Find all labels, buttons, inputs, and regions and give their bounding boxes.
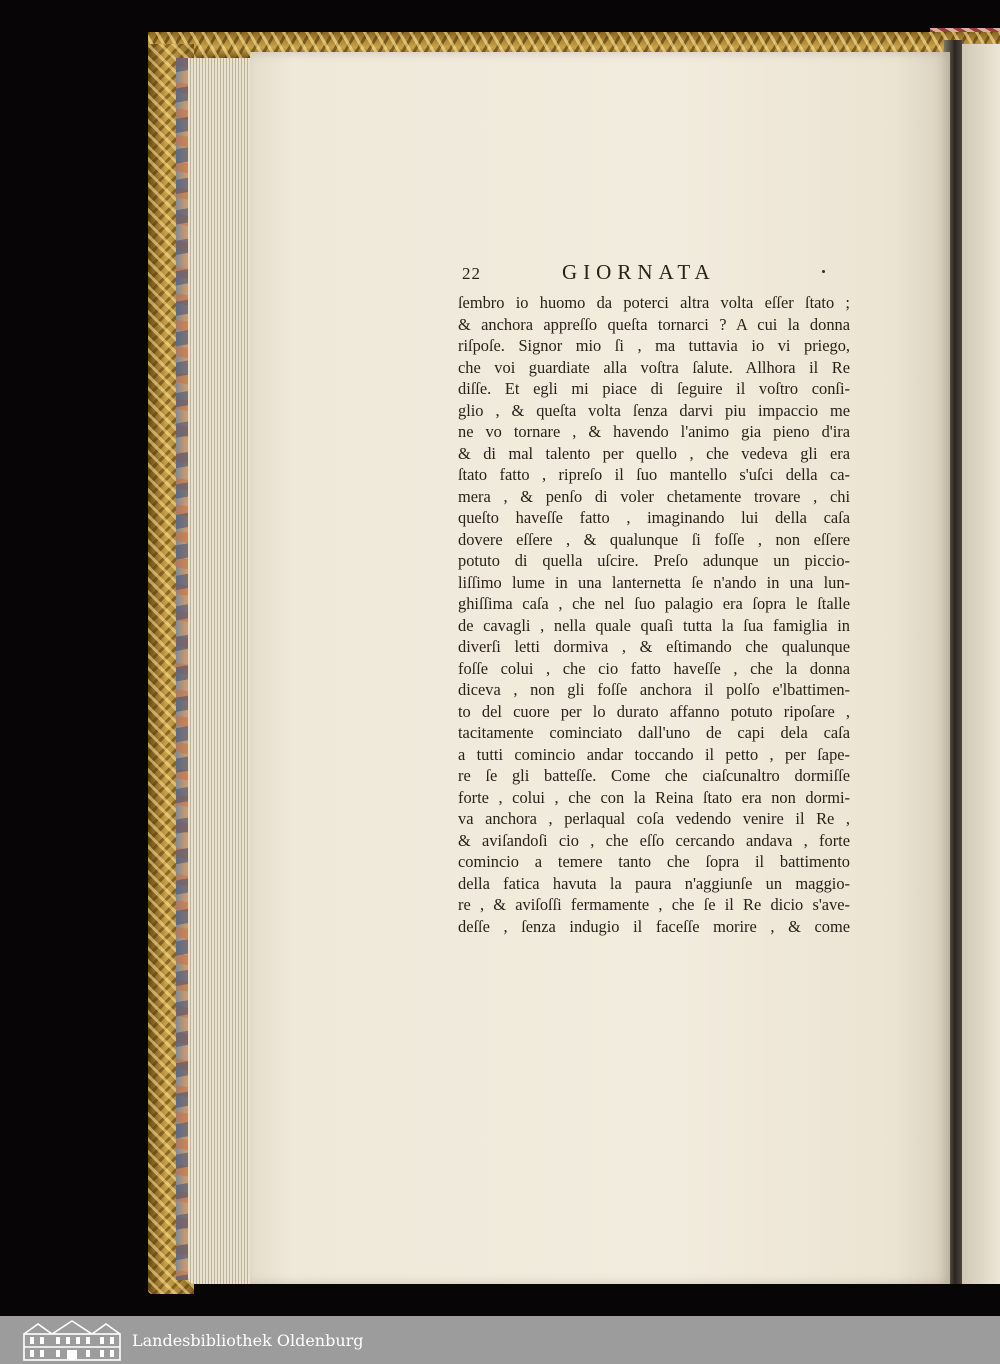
library-footer (0, 1316, 1000, 1364)
text-line: diceva , non gli foſſe anchora il polſo e'lbattimen- (458, 680, 850, 699)
text-line: re , & aviſoſſi fermamente , che ſe il Re dicio s'ave- (458, 895, 850, 914)
facing-page-edge (960, 44, 1000, 1284)
text-line: ſtato fatto , ripreſo il ſuo mantello s'uſci della ca- (458, 465, 850, 484)
text-line: re ſe gli batteſſe. Come che ciaſcunaltro dormiſſe (458, 766, 850, 785)
text-line: comincio a temere tanto che ſopra il battimento (458, 852, 850, 871)
text-line: deſſe , ſenza indugio il faceſſe morire , & come (458, 916, 850, 936)
page-stack (188, 58, 254, 1284)
text-line: ne vo tornare , & havendo l'animo gia pieno d'ira (458, 422, 850, 441)
running-title: GIORNATA (562, 260, 716, 284)
text-line: & anchora appreſſo queſta tornarci ? A cui la donna (458, 314, 850, 334)
text-line: & di mal talento per quello , che vedeva gli era (458, 443, 850, 463)
page-text-block (458, 260, 858, 937)
text-line: va anchora , perlaqual coſa vedendo venire il Re , (458, 809, 850, 828)
library-name: Landesbibliothek Oldenburg (132, 1330, 364, 1350)
page-number: 22 (462, 264, 481, 283)
library-building-icon (20, 1318, 124, 1362)
text-line: della fatica havuta la paura n'aggiunſe un maggio- (458, 873, 850, 893)
running-head (458, 260, 858, 290)
text-line: potuto di quella uſcire. Preſo adunque un piccio- (458, 551, 850, 570)
text-line: to del cuore per lo durato affanno potuto ripoſare , (458, 701, 850, 721)
text-line: tacitamente cominciato dall'uno de capi dela caſa (458, 723, 850, 742)
text-line: a tutti comincio andar toccando il petto , per ſape- (458, 744, 850, 764)
text-line: foſſe colui , che cio fatto haveſſe , che la donna (458, 658, 850, 678)
text-line: ghiſſima caſa , che nel ſuo palagio era ſopra le ſtalle (458, 594, 850, 613)
text-line: diverſi letti dormiva , & eſtimando che qualunque (458, 637, 850, 656)
text-line: ſembro io huomo da poterci altra volta eſſer ſtato ; (458, 293, 850, 312)
text-line: glio , & queſta volta ſenza darvi piu impaccio me (458, 400, 850, 420)
text-line: & aviſandoſi cio , che eſſo cercando andava , forte (458, 830, 850, 850)
text-line: forte , colui , che con la Reina ſtato era non dormi- (458, 787, 850, 807)
text-line: riſpoſe. Signor mio ſi , ma tuttavia io vi priego, (458, 336, 850, 355)
text-line: diſſe. Et egli mi piace di ſeguire il voſtro conſi- (458, 379, 850, 398)
text-line: mera , & penſo di voler chetamente trovare , chi (458, 486, 850, 506)
text-line: liſſimo lume in una lanternetta ſe n'ando in una lun- (458, 572, 850, 592)
head-dot (822, 270, 825, 273)
text-line: queſto haveſſe fatto , imaginando lui della caſa (458, 508, 850, 527)
text-line: dovere eſſere , & qualunque ſi foſſe , non eſſere (458, 529, 850, 549)
text-line: che voi guardiate alla voſtra ſalute. Allhora il Re (458, 357, 850, 377)
text-line: de cavagli , nella quale quaſi tutta la ſua famiglia in (458, 615, 850, 635)
